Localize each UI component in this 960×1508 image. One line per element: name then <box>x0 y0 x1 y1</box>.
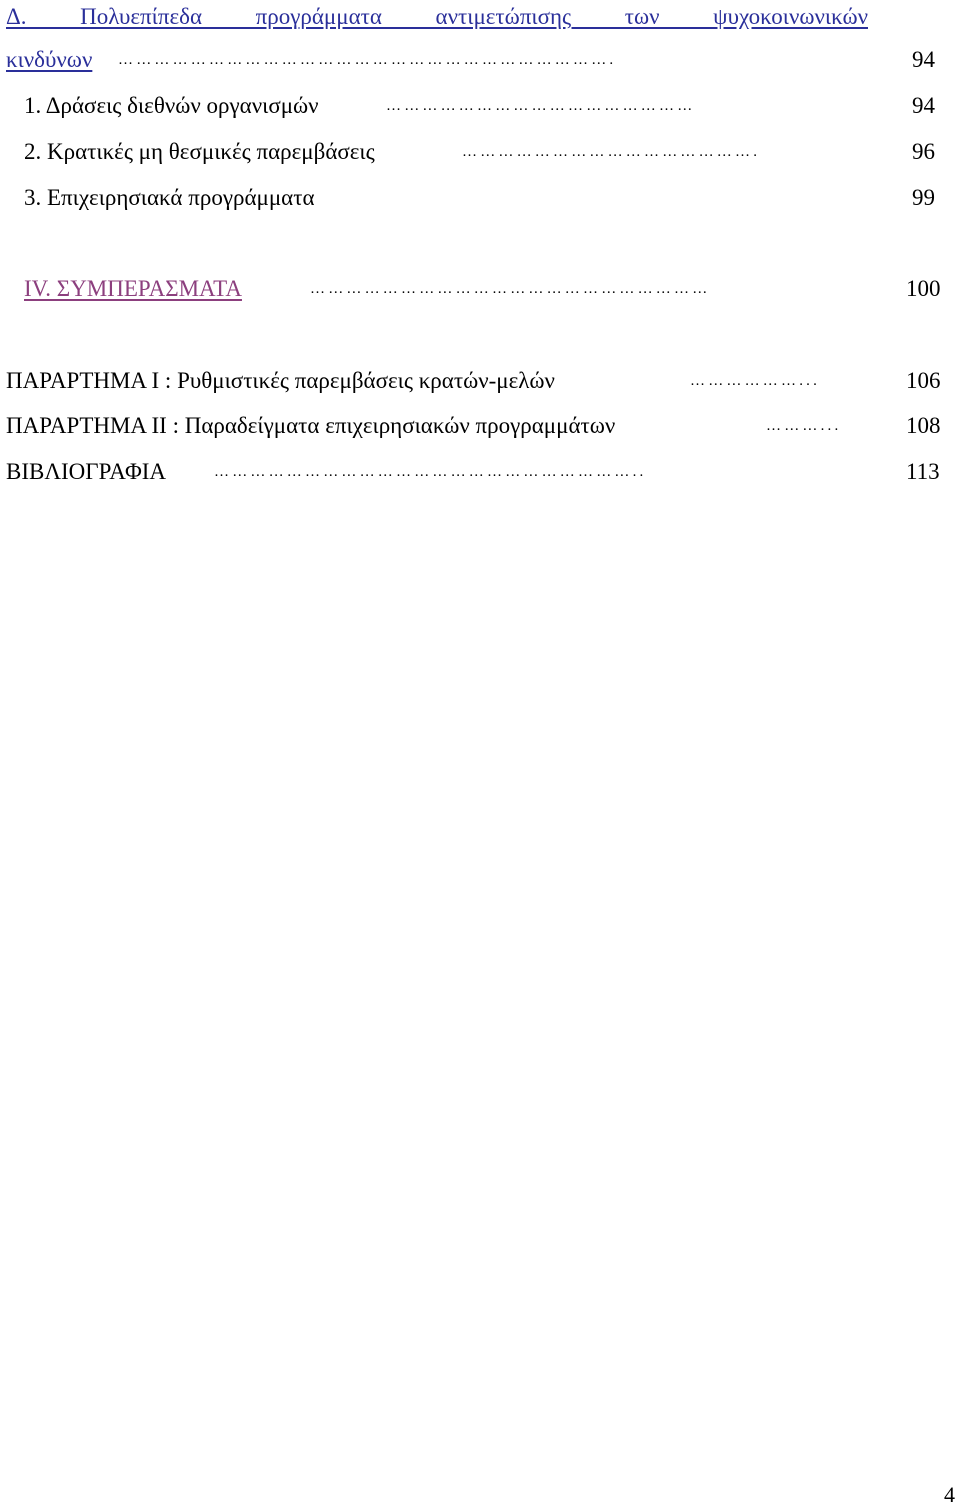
toc-item-title: ΠΑΡΑΡΤΗΜΑ ΙΙ : Παραδείγματα επιχειρησιακών προγραμμάτων <box>6 413 616 438</box>
toc-leader-dots: ………... <box>766 418 842 434</box>
toc-page-number: 113 <box>906 459 940 484</box>
toc-item-title: ΠΑΡΑΡΤΗΜΑ Ι : Ρυθμιστικές παρεμβάσεις κρατών-μελών <box>6 368 555 393</box>
toc-page-number: 106 <box>906 368 941 393</box>
toc-page-number: 94 <box>912 93 935 118</box>
toc-section-d-line1[interactable] <box>0 0 960 34</box>
toc-leader-dots: ………………... <box>690 373 821 389</box>
toc-leader-dots: …………………………………………… <box>386 98 696 114</box>
toc-page-number: 99 <box>912 185 935 210</box>
toc-item-2[interactable] <box>0 135 960 169</box>
page-number: 4 <box>944 1482 955 1507</box>
toc-item-title: ΒΙΒΛΙΟΓΡΑΦΙΑ <box>6 459 167 484</box>
toc-item-1[interactable] <box>0 89 960 123</box>
toc-leader-dots: ………………………………………………………… <box>310 281 711 297</box>
toc-page-number: 96 <box>912 139 935 164</box>
toc-bibliography[interactable] <box>0 455 960 489</box>
toc-item-title: 2. Κρατικές μη θεσμικές παρεμβάσεις <box>24 139 375 164</box>
toc-page-number: 108 <box>906 413 941 438</box>
toc-section-iv[interactable] <box>0 272 960 306</box>
toc-item-title: 1. Δράσεις διεθνών οργανισμών <box>24 93 319 118</box>
toc-page-number: 94 <box>912 47 935 72</box>
toc-section-d-line2[interactable] <box>0 43 960 77</box>
toc-leader-dots: …………………………………………. <box>462 144 761 160</box>
toc-item-title: 3. Επιχειρησιακά προγράμματα <box>24 185 315 210</box>
toc-appendix-1[interactable] <box>0 364 960 398</box>
toc-leader-dots: …………………………………………………………….. <box>214 464 647 480</box>
toc-section-d-title-cont[interactable]: κινδύνων <box>6 47 93 72</box>
toc-appendix-2[interactable] <box>0 409 960 443</box>
toc-section-iv-title[interactable]: IV. ΣΥΜΠΕΡΑΣΜΑΤΑ <box>24 276 242 301</box>
toc-item-3[interactable] <box>0 181 960 215</box>
toc-leader-dots: ………………………………………………………………………. <box>118 52 617 68</box>
toc-page-number: 100 <box>906 276 941 301</box>
toc-section-d-title[interactable]: Δ. Πολυεπίπεδα προγράμματα αντιμετώπισης των ψυχοκοινωνικών <box>6 4 868 29</box>
